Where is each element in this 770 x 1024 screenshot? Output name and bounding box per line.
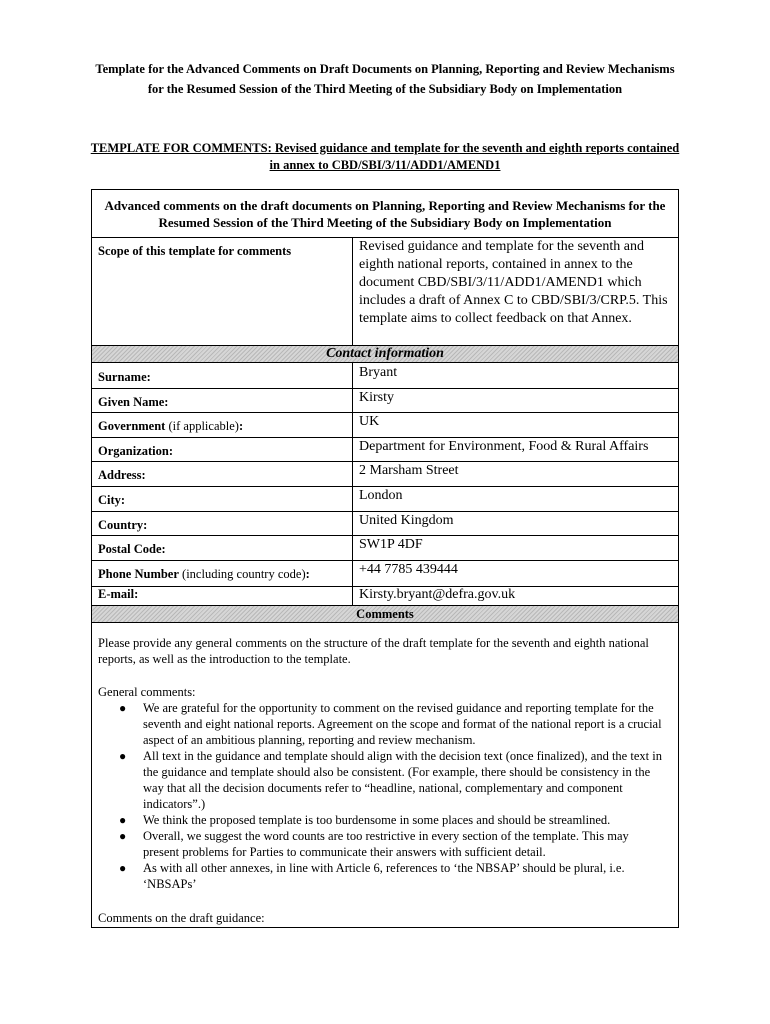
column-divider bbox=[352, 238, 353, 345]
field-label: Country: bbox=[98, 518, 148, 532]
document-title: Template for the Advanced Comments on Draft Documents on Planning, Reporting and Review Mechanisms for the Resumed Session of the Third Meeting of the Subsidiary Body on Implementation bbox=[95, 62, 675, 96]
field-value: UK bbox=[359, 414, 380, 429]
scope-label: Scope of this template for comments bbox=[98, 244, 292, 258]
comments-heading: Comments bbox=[92, 605, 678, 623]
bullet-icon: ● bbox=[119, 701, 127, 715]
field-value: London bbox=[359, 488, 403, 503]
field-label: Surname: bbox=[98, 370, 151, 384]
field-label: Postal Code: bbox=[98, 542, 166, 556]
field-label: Government (if applicable): bbox=[98, 419, 244, 433]
general-comments-label: General comments: bbox=[98, 685, 196, 699]
field-label: City: bbox=[98, 493, 126, 507]
bullet-icon: ● bbox=[119, 749, 127, 763]
form-header: Advanced comments on the draft documents on Planning, Reporting and Review Mechanisms for the Resumed Session of the Third Meeting of the Subsidiary Body on Implementation bbox=[92, 190, 678, 238]
bullet-icon: ● bbox=[119, 861, 127, 875]
field-value: +44 7785 439444 bbox=[359, 562, 458, 577]
field-label: Phone Number (including country code): bbox=[98, 567, 310, 581]
list-item: ● All text in the guidance and template should align with the decision text (once finalized), and the text in the guidance and template should also be consistent. (For example, there should be consistency in the way that all the decision documents refer to “headline, national, complementary and component indicators”.) bbox=[119, 749, 662, 811]
document-subtitle: TEMPLATE FOR COMMENTS: Revised guidance and template for the seventh and eighth reports contained in annex to CBD/SBI/3/11/ADD1/AMEND1 bbox=[90, 141, 680, 172]
field-label: Address: bbox=[98, 468, 146, 482]
field-value: Kirsty bbox=[359, 390, 394, 405]
comments-intro: Please provide any general comments on the structure of the draft template for the seventh and eighth national reports, as well as the introduction to the template. bbox=[98, 636, 649, 666]
field-value: 2 Marsham Street bbox=[359, 463, 459, 478]
field-label: Given Name: bbox=[98, 395, 169, 409]
list-item: ● We think the proposed template is too burdensome in some places and should be streamlined. bbox=[119, 813, 611, 827]
column-divider bbox=[352, 363, 353, 605]
draft-guidance-label: Comments on the draft guidance: bbox=[98, 911, 265, 925]
list-item: ● We are grateful for the opportunity to comment on the revised guidance and reporting template for the seventh and eight national reports. Agreement on the scope and format of the national report is a crucial aspect of an ambitious planning, reporting and review mechanism. bbox=[119, 701, 662, 747]
field-label: E-mail: bbox=[98, 587, 139, 601]
field-value: Department for Environment, Food & Rural Affairs bbox=[359, 439, 649, 454]
field-value: Bryant bbox=[359, 365, 398, 380]
field-value: SW1P 4DF bbox=[359, 537, 423, 552]
scope-value: Revised guidance and template for the seventh and eighth national reports, contained in annex to the document CBD/SBI/3/11/ADD1/AMEND1 which includes a draft of Annex C to CBD/SBI/3/CRP.5. This template aims to collect feedback on that Annex. bbox=[359, 239, 668, 326]
contact-information-heading: Contact information bbox=[92, 345, 678, 363]
field-label: Organization: bbox=[98, 444, 173, 458]
list-item: ● As with all other annexes, in line with Article 6, references to ‘the NBSAP’ should be plural, i.e. ‘NBSAPs’ bbox=[119, 861, 625, 891]
general-comments-list bbox=[92, 700, 678, 892]
bullet-icon: ● bbox=[119, 813, 127, 827]
field-value: United Kingdom bbox=[359, 513, 454, 528]
field-value: Kirsty.bryant@defra.gov.uk bbox=[359, 587, 516, 602]
comment-form-table bbox=[91, 189, 679, 928]
bullet-icon: ● bbox=[119, 829, 127, 843]
list-item: ● Overall, we suggest the word counts are too restrictive in every section of the template. This may present problems for Parties to communicate their answers with sufficient detail. bbox=[119, 829, 629, 859]
